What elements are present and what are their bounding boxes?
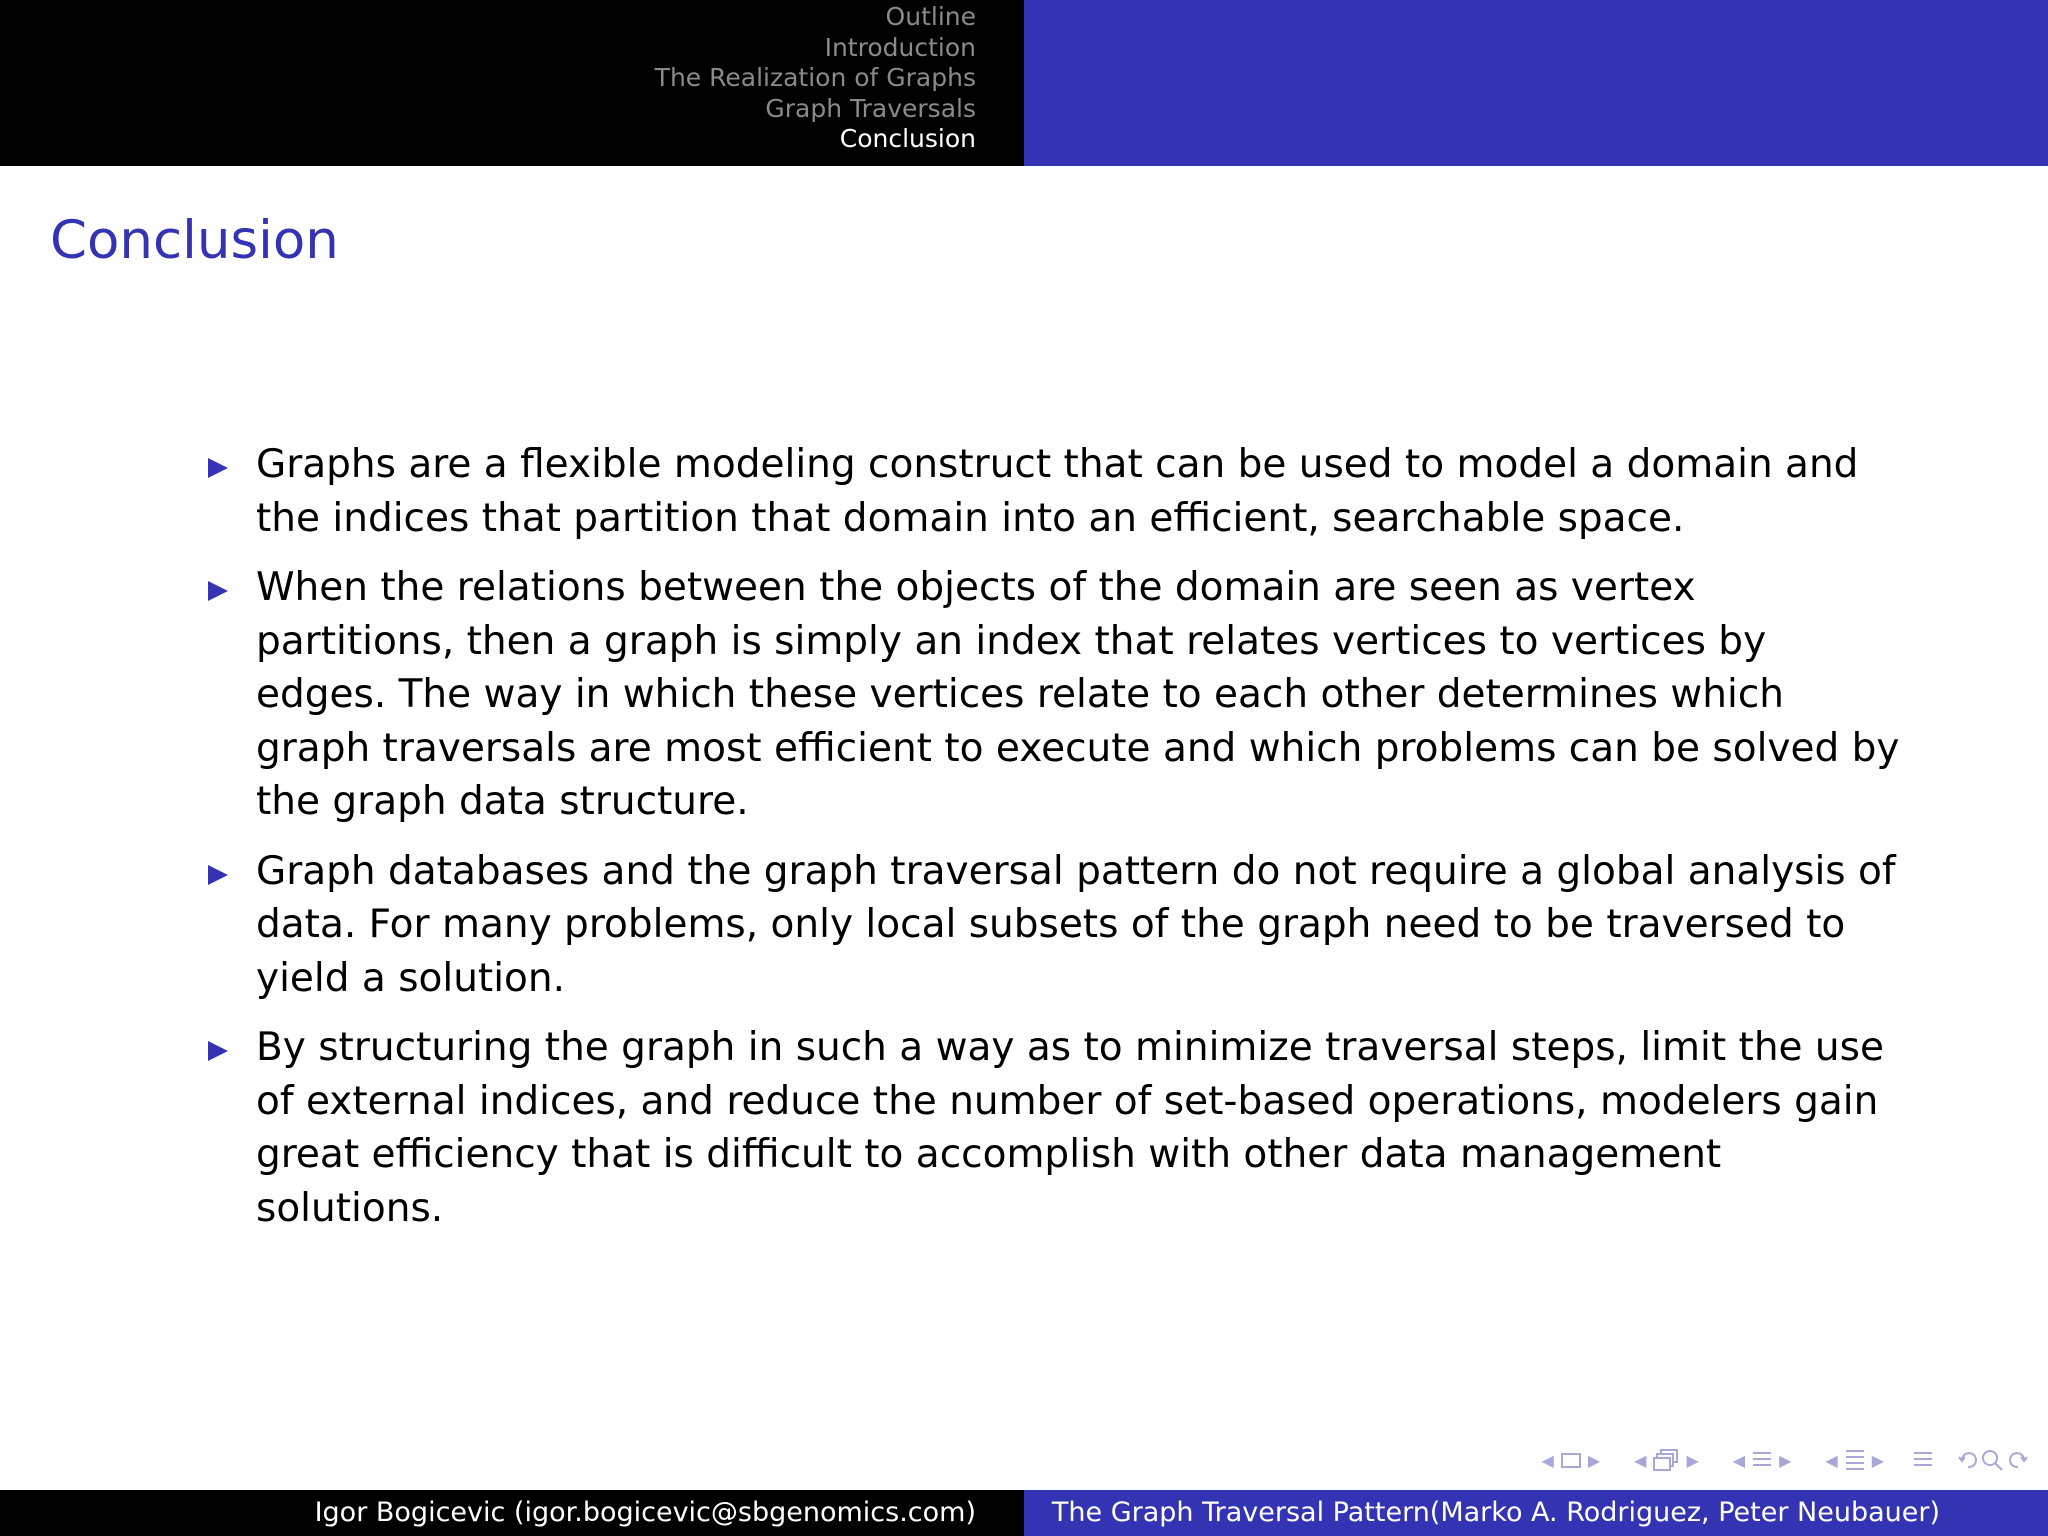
section-nav[interactable] xyxy=(1819,1448,1890,1472)
nav-item-conclusion[interactable]: Conclusion xyxy=(839,124,976,154)
undo-icon[interactable] xyxy=(1956,1448,1980,1472)
subsection-nav-icon[interactable] xyxy=(1751,1449,1773,1471)
bullet-list xyxy=(200,438,1900,1251)
frame-nav[interactable] xyxy=(1628,1448,1705,1472)
navigation-symbols xyxy=(1514,1442,2031,1478)
slide-nav-icon[interactable] xyxy=(1560,1451,1582,1469)
redo-icon[interactable] xyxy=(2006,1448,2030,1472)
frame-nav-icon[interactable] xyxy=(1652,1448,1680,1472)
bullet-text: By structuring the graph in such a way as to minimize traversal steps, limit the use of external indices, and reduce the number of set-based operations, modelers gain great efficiency that is difficult to accomplish with other data management solutions. xyxy=(256,1025,1884,1231)
nav-item-introduction[interactable]: Introduction xyxy=(824,32,976,62)
bullet-text: When the relations between the objects of the domain are seen as vertex partitions, then a graph is simply an index that relates vertices to vertices by edges. The way in which these vertices relate to each other determines which graph traversals are most efficient to execute and which problems can be solved by the graph data structure. xyxy=(256,565,1900,824)
list-item xyxy=(200,438,1900,545)
search-icon[interactable] xyxy=(1980,1448,2006,1472)
nav-item-realization-of-graphs[interactable]: The Realization of Graphs xyxy=(654,63,976,93)
headline-left-panel xyxy=(0,0,1024,166)
headline-right-panel xyxy=(1024,0,2048,166)
appendix-icon[interactable] xyxy=(1912,1449,1934,1471)
bullet-triangle-icon xyxy=(208,1041,228,1061)
list-item xyxy=(200,561,1900,829)
section-nav-icon[interactable] xyxy=(1844,1448,1866,1472)
previous-slide-icon[interactable]: ◀ xyxy=(1541,1450,1554,1470)
slide-nav[interactable] xyxy=(1536,1451,1607,1470)
appendix-nav[interactable] xyxy=(1912,1449,1934,1471)
footer-author: Igor Bogicevic (igor.bogicevic@sbgenomics.com) xyxy=(314,1497,976,1528)
previous-section-icon[interactable]: ◀ xyxy=(1825,1450,1838,1470)
next-subsection-icon[interactable]: ▶ xyxy=(1779,1450,1792,1470)
next-slide-icon[interactable]: ▶ xyxy=(1587,1450,1601,1470)
footline-bar xyxy=(0,1490,2048,1536)
footline-right-panel xyxy=(1024,1490,2048,1536)
search-nav[interactable] xyxy=(1956,1448,2030,1472)
previous-frame-icon[interactable]: ◀ xyxy=(1634,1450,1647,1470)
list-item xyxy=(200,845,1900,1006)
footline-left-panel xyxy=(0,1490,1024,1536)
previous-subsection-icon[interactable]: ◀ xyxy=(1732,1450,1746,1470)
list-item xyxy=(200,1021,1900,1235)
footer-title: The Graph Traversal Pattern(Marko A. Rodriguez, Peter Neubauer) xyxy=(1051,1497,1940,1528)
next-section-icon[interactable]: ▶ xyxy=(1871,1450,1884,1470)
nav-item-outline[interactable]: Outline xyxy=(885,2,976,31)
frame-title: Conclusion xyxy=(50,210,339,271)
bullet-triangle-icon xyxy=(208,865,228,885)
bullet-triangle-icon xyxy=(208,581,228,601)
subsection-nav[interactable] xyxy=(1727,1449,1798,1471)
next-frame-icon[interactable]: ▶ xyxy=(1686,1450,1699,1470)
bullet-text: Graphs are a flexible modeling construct that can be used to model a domain and the indices that partition that domain into an efficient, searchable space. xyxy=(256,442,1859,541)
section-navigation xyxy=(655,2,976,155)
nav-item-graph-traversals[interactable]: Graph Traversals xyxy=(765,93,976,123)
bullet-triangle-icon xyxy=(208,458,228,478)
headline-bar xyxy=(0,0,2048,166)
bullet-text: Graph databases and the graph traversal pattern do not require a global analysis of data. For many problems, only local subsets of the graph need to be traversed to yield a solution. xyxy=(256,848,1896,1001)
